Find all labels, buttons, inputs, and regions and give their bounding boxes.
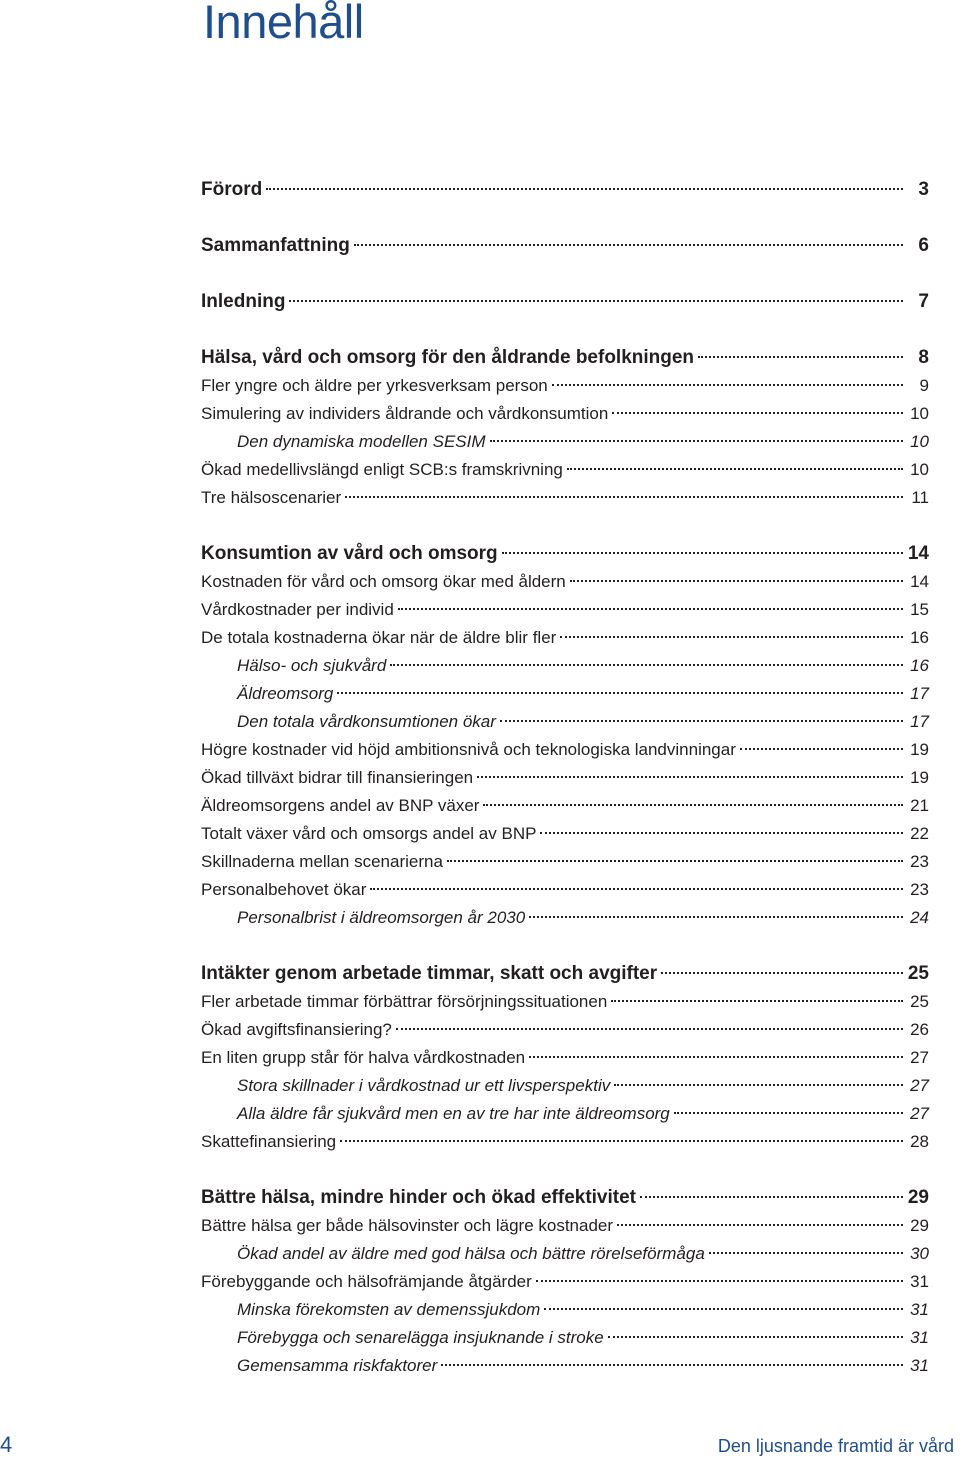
toc-entry-page: 10 <box>910 404 929 423</box>
toc-entry[interactable] <box>201 1352 929 1380</box>
toc-entry[interactable] <box>201 1072 929 1100</box>
toc-chapter-entry[interactable] <box>201 960 929 988</box>
toc-entry-label: Tre hälsoscenarier <box>201 488 342 507</box>
dot-leader <box>529 1056 903 1058</box>
toc-entry-label: Högre kostnader vid höjd ambitionsnivå och teknologiska landvinningar <box>201 740 736 759</box>
dot-leader <box>540 832 903 834</box>
toc-entry-label: Hälso- och sjukvård <box>237 656 387 675</box>
toc-entry[interactable] <box>201 372 929 400</box>
dot-leader <box>266 188 903 190</box>
page-title: Innehåll <box>203 0 364 48</box>
toc-entry-page: 14 <box>907 543 929 564</box>
toc-entry-page: 29 <box>907 1187 929 1208</box>
dot-leader <box>560 636 903 638</box>
toc-entry[interactable] <box>201 624 929 652</box>
toc-chapter-entry[interactable] <box>201 344 929 372</box>
toc-entry[interactable] <box>201 1324 929 1352</box>
toc-entry-page: 17 <box>910 684 929 703</box>
toc-entry-label: Ökad andel av äldre med god hälsa och bättre rörelseförmåga <box>237 1244 705 1263</box>
toc-entry[interactable] <box>201 1212 929 1240</box>
toc-entry-label: Fler yngre och äldre per yrkesverksam person <box>201 376 548 395</box>
toc-entry-page: 23 <box>910 880 929 899</box>
dot-leader <box>640 1196 903 1198</box>
toc-entry-page: 31 <box>910 1356 929 1375</box>
toc-entry-label: Ökad tillväxt bidrar till finansieringen <box>201 768 474 787</box>
toc-entry-page: 11 <box>911 488 929 507</box>
toc-entry-label: Den totala vårdkonsumtionen ökar <box>237 712 496 731</box>
toc-entry-page: 19 <box>910 740 929 759</box>
toc-entry-page: 29 <box>910 1216 929 1235</box>
toc-entry-page: 3 <box>918 179 929 200</box>
toc-entry-label: Konsumtion av vård och omsorg <box>201 543 498 564</box>
toc-entry-label: Ökad avgiftsfinansiering? <box>201 1020 392 1039</box>
dot-leader <box>340 1140 903 1142</box>
toc-entry-label: Förebygga och senarelägga insjuknande i stroke <box>237 1328 604 1347</box>
toc-entry-label: Förord <box>201 179 263 200</box>
toc-entry-page: 10 <box>910 432 929 451</box>
toc-entry-page: 21 <box>910 796 929 815</box>
toc-entry-label: Bättre hälsa ger både hälsovinster och lägre kostnader <box>201 1216 614 1235</box>
dot-leader <box>570 580 903 582</box>
toc-entry-label: Minska förekomsten av demenssjukdom <box>237 1300 541 1319</box>
table-of-contents <box>201 176 929 1408</box>
dot-leader <box>345 496 903 498</box>
toc-entry[interactable] <box>201 568 929 596</box>
toc-entry[interactable] <box>201 736 929 764</box>
toc-chapter-entry[interactable] <box>201 540 929 568</box>
toc-chapter-entry[interactable] <box>201 232 929 260</box>
toc-entry-page: 31 <box>910 1300 929 1319</box>
toc-entry-label: Ökad medellivslängd enligt SCB:s framskrivning <box>201 460 563 479</box>
toc-entry[interactable] <box>201 876 929 904</box>
dot-leader <box>536 1280 903 1282</box>
dot-leader <box>337 692 903 694</box>
toc-entry-label: Intäkter genom arbetade timmar, skatt och avgifter <box>201 963 658 984</box>
toc-entry[interactable] <box>201 820 929 848</box>
toc-entry[interactable] <box>201 400 929 428</box>
toc-chapter-entry[interactable] <box>201 1184 929 1212</box>
toc-entry-page: 17 <box>910 712 929 731</box>
toc-entry-label: Äldreomsorgens andel av BNP växer <box>201 796 480 815</box>
toc-entry[interactable] <box>201 1128 929 1156</box>
dot-leader <box>354 244 903 246</box>
dot-leader <box>441 1364 903 1366</box>
toc-entry-page: 25 <box>907 963 929 984</box>
toc-chapter-entry[interactable] <box>201 176 929 204</box>
toc-chapter-entry[interactable] <box>201 288 929 316</box>
toc-entry-page: 31 <box>910 1328 929 1347</box>
toc-entry[interactable] <box>201 988 929 1016</box>
dot-leader <box>698 356 903 358</box>
toc-entry[interactable] <box>201 792 929 820</box>
dot-leader <box>477 776 903 778</box>
toc-entry-page: 27 <box>910 1048 929 1067</box>
toc-entry[interactable] <box>201 1044 929 1072</box>
toc-section <box>201 232 929 260</box>
toc-entry-label: Alla äldre får sjukvård men en av tre har inte äldreomsorg <box>237 1104 670 1123</box>
toc-entry[interactable] <box>201 1016 929 1044</box>
toc-section <box>201 344 929 512</box>
dot-leader <box>617 1224 903 1226</box>
toc-entry[interactable] <box>201 904 929 932</box>
toc-entry-label: Den dynamiska modellen SESIM <box>237 432 486 451</box>
toc-entry-label: Totalt växer vård och omsorgs andel av BNP <box>201 824 537 843</box>
toc-entry-label: Stora skillnader i vårdkostnad ur ett livsperspektiv <box>237 1076 611 1095</box>
toc-entry-page: 27 <box>910 1104 929 1123</box>
dot-leader <box>552 384 903 386</box>
toc-entry-page: 16 <box>910 656 929 675</box>
dot-leader <box>611 1000 903 1002</box>
toc-entry[interactable] <box>201 1100 929 1128</box>
toc-entry-label: Vårdkostnader per individ <box>201 600 394 619</box>
dot-leader <box>490 440 903 442</box>
toc-entry[interactable] <box>201 680 929 708</box>
dot-leader <box>544 1308 903 1310</box>
toc-entry[interactable] <box>201 652 929 680</box>
toc-entry[interactable] <box>201 708 929 736</box>
dot-leader <box>483 804 903 806</box>
toc-entry[interactable] <box>201 1240 929 1268</box>
toc-entry-label: Gemensamma riskfaktorer <box>237 1356 438 1375</box>
toc-entry-label: En liten grupp står för halva vårdkostnaden <box>201 1048 526 1067</box>
toc-entry[interactable] <box>201 848 929 876</box>
toc-entry-page: 16 <box>910 628 929 647</box>
toc-entry-page: 9 <box>919 376 929 395</box>
toc-section <box>201 1184 929 1380</box>
toc-entry[interactable] <box>201 596 929 624</box>
toc-entry-label: Personalbehovet ökar <box>201 880 367 899</box>
toc-entry-page: 26 <box>910 1020 929 1039</box>
dot-leader <box>502 552 903 554</box>
toc-section <box>201 960 929 1156</box>
toc-entry-page: 6 <box>918 235 929 256</box>
toc-entry[interactable] <box>201 456 929 484</box>
dot-leader <box>661 972 903 974</box>
dot-leader <box>612 412 903 414</box>
toc-entry[interactable] <box>201 428 929 456</box>
toc-entry-page: 15 <box>910 600 929 619</box>
toc-entry[interactable] <box>201 764 929 792</box>
toc-entry-page: 8 <box>918 347 929 368</box>
toc-entry-page: 31 <box>910 1272 929 1291</box>
toc-entry-label: Fler arbetade timmar förbättrar försörjningssituationen <box>201 992 608 1011</box>
dot-leader <box>390 664 903 666</box>
toc-entry-label: Skattefinansiering <box>201 1132 337 1151</box>
toc-entry-label: Skillnaderna mellan scenarierna <box>201 852 443 871</box>
toc-entry-label: Bättre hälsa, mindre hinder och ökad effektivitet <box>201 1187 636 1208</box>
toc-section <box>201 288 929 316</box>
dot-leader <box>447 860 903 862</box>
toc-section <box>201 176 929 204</box>
toc-section <box>201 540 929 932</box>
toc-entry-label: Simulering av individers åldrande och vårdkonsumtion <box>201 404 609 423</box>
toc-entry-page: 24 <box>910 908 929 927</box>
dot-leader <box>608 1336 903 1338</box>
toc-entry[interactable] <box>201 484 929 512</box>
toc-entry-label: Personalbrist i äldreomsorgen år 2030 <box>237 908 526 927</box>
dot-leader <box>289 300 903 302</box>
toc-entry-label: Förebyggande och hälsofrämjande åtgärder <box>201 1272 532 1291</box>
toc-entry-page: 27 <box>910 1076 929 1095</box>
toc-entry-label: De totala kostnaderna ökar när de äldre blir fler <box>201 628 557 647</box>
toc-entry-page: 25 <box>910 992 929 1011</box>
toc-entry-page: 30 <box>910 1244 929 1263</box>
toc-entry-page: 28 <box>910 1132 929 1151</box>
page-number: 4 <box>0 1432 13 1457</box>
toc-entry-label: Sammanfattning <box>201 235 350 256</box>
toc-entry-page: 23 <box>910 852 929 871</box>
toc-entry-page: 10 <box>910 460 929 479</box>
toc-entry-label: Kostnaden för vård och omsorg ökar med åldern <box>201 572 566 591</box>
dot-leader <box>740 748 903 750</box>
toc-entry-page: 14 <box>910 572 929 591</box>
toc-entry-page: 22 <box>910 824 929 843</box>
toc-entry[interactable] <box>201 1268 929 1296</box>
dot-leader <box>396 1028 903 1030</box>
dot-leader <box>500 720 903 722</box>
toc-entry-page: 19 <box>910 768 929 787</box>
dot-leader <box>674 1112 903 1114</box>
dot-leader <box>529 916 903 918</box>
dot-leader <box>398 608 903 610</box>
dot-leader <box>567 468 903 470</box>
toc-entry-label: Äldreomsorg <box>237 684 334 703</box>
dot-leader <box>370 888 903 890</box>
toc-entry-label: Hälsa, vård och omsorg för den åldrande befolkningen <box>201 347 695 368</box>
dot-leader <box>614 1084 903 1086</box>
toc-entry-label: Inledning <box>201 291 286 312</box>
running-title: Den ljusnande framtid är vård <box>717 1436 954 1456</box>
toc-entry-page: 7 <box>918 291 929 312</box>
toc-entry[interactable] <box>201 1296 929 1324</box>
dot-leader <box>709 1252 903 1254</box>
